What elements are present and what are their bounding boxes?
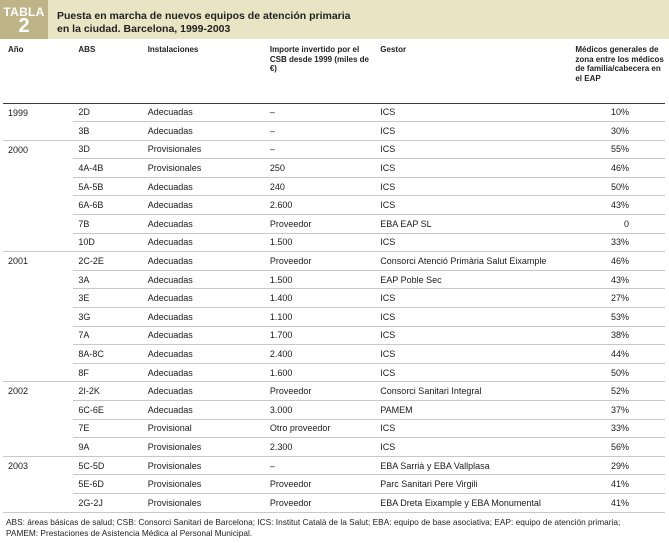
header-row <box>3 45 665 103</box>
cell-manager: ICS <box>375 177 570 196</box>
cell-year: 2000 <box>3 140 73 159</box>
cell-investment: Proveedor <box>265 252 375 271</box>
cell-year <box>3 159 73 178</box>
cell-investment: 240 <box>265 177 375 196</box>
cell-manager: ICS <box>375 308 570 327</box>
cell-installations: Adecuadas <box>143 196 265 215</box>
header-manager: Gestor <box>375 45 570 103</box>
cell-abs: 8F <box>73 363 142 382</box>
cell-manager: Parc Sanitari Pere Virgili <box>375 475 570 494</box>
cell-percentage: 56% <box>570 438 665 457</box>
cell-year <box>3 122 73 141</box>
data-table <box>3 45 665 513</box>
cell-abs: 3G <box>73 308 142 327</box>
table-row <box>3 233 665 252</box>
cell-year <box>3 215 73 234</box>
cell-percentage: 33% <box>570 233 665 252</box>
cell-installations: Adecuadas <box>143 363 265 382</box>
cell-year <box>3 233 73 252</box>
footnote-line1: ABS: áreas básicas de salud; CSB: Consorci Sanitari de Barcelona; ICS: Institut Català de la Salut; EBA: equipo de base asociativa; EAP: equipo de atención primaria; <box>6 517 621 527</box>
cell-percentage: 27% <box>570 289 665 308</box>
cell-abs: 7B <box>73 215 142 234</box>
cell-installations: Adecuadas <box>143 252 265 271</box>
table-row <box>3 215 665 234</box>
cell-percentage: 41% <box>570 475 665 494</box>
cell-year <box>3 419 73 438</box>
cell-manager: ICS <box>375 289 570 308</box>
cell-year <box>3 438 73 457</box>
table-row <box>3 140 665 159</box>
cell-abs: 2I-2K <box>73 382 142 401</box>
cell-manager: Consorci Sanitari Integral <box>375 382 570 401</box>
cell-manager: EBA Dreta Eixample y EBA Monumental <box>375 493 570 512</box>
cell-abs: 2G-2J <box>73 493 142 512</box>
cell-year <box>3 475 73 494</box>
cell-year <box>3 493 73 512</box>
table-row <box>3 103 665 122</box>
cell-installations: Adecuadas <box>143 122 265 141</box>
table-footnote <box>6 517 666 539</box>
cell-manager: ICS <box>375 103 570 122</box>
cell-abs: 8A-8C <box>73 345 142 364</box>
cell-manager: Consorci Atenció Primària Salut Eixample <box>375 252 570 271</box>
cell-investment: 2.400 <box>265 345 375 364</box>
cell-percentage: 41% <box>570 493 665 512</box>
cell-manager: ICS <box>375 345 570 364</box>
table-header-band <box>0 0 669 39</box>
cell-investment: 2.600 <box>265 196 375 215</box>
cell-percentage: 29% <box>570 456 665 475</box>
cell-investment: 1.500 <box>265 270 375 289</box>
cell-year: 2003 <box>3 456 73 475</box>
cell-year <box>3 326 73 345</box>
cell-percentage: 46% <box>570 252 665 271</box>
cell-percentage: 43% <box>570 270 665 289</box>
cell-installations: Adecuadas <box>143 382 265 401</box>
cell-year <box>3 270 73 289</box>
cell-percentage: 46% <box>570 159 665 178</box>
cell-abs: 2D <box>73 103 142 122</box>
cell-year <box>3 177 73 196</box>
cell-installations: Adecuadas <box>143 401 265 420</box>
cell-investment: 1.500 <box>265 233 375 252</box>
table-tag-word: TABLA <box>3 5 45 19</box>
cell-investment: Otro proveedor <box>265 419 375 438</box>
cell-abs: 5A-5B <box>73 177 142 196</box>
cell-investment: Proveedor <box>265 215 375 234</box>
cell-percentage: 43% <box>570 196 665 215</box>
cell-percentage: 37% <box>570 401 665 420</box>
cell-abs: 2C-2E <box>73 252 142 271</box>
cell-abs: 7A <box>73 326 142 345</box>
cell-percentage: 30% <box>570 122 665 141</box>
cell-installations: Adecuadas <box>143 103 265 122</box>
header-abs: ABS <box>73 45 142 103</box>
cell-installations: Adecuadas <box>143 345 265 364</box>
cell-installations: Adecuadas <box>143 270 265 289</box>
cell-year <box>3 196 73 215</box>
table-row <box>3 159 665 178</box>
cell-abs: 9A <box>73 438 142 457</box>
header-year: Año <box>3 45 73 103</box>
cell-manager: PAMEM <box>375 401 570 420</box>
cell-installations: Adecuadas <box>143 233 265 252</box>
cell-installations: Provisional <box>143 419 265 438</box>
table-row <box>3 326 665 345</box>
table-title <box>57 10 417 35</box>
cell-installations: Provisionales <box>143 456 265 475</box>
table-row <box>3 308 665 327</box>
table-row <box>3 363 665 382</box>
cell-percentage: 55% <box>570 140 665 159</box>
table-row <box>3 382 665 401</box>
cell-investment: – <box>265 140 375 159</box>
cell-manager: EAP Poble Sec <box>375 270 570 289</box>
cell-investment: 250 <box>265 159 375 178</box>
cell-abs: 5C-5D <box>73 456 142 475</box>
cell-investment: – <box>265 103 375 122</box>
table-tag-number: 2 <box>18 15 30 37</box>
cell-year <box>3 363 73 382</box>
cell-installations: Provisionales <box>143 438 265 457</box>
header-percentage: Médicos generales de zona entre los médicos de familia/cabecera en el EAP <box>570 45 665 103</box>
table-row <box>3 401 665 420</box>
table-row <box>3 345 665 364</box>
cell-percentage: 52% <box>570 382 665 401</box>
table-row <box>3 270 665 289</box>
cell-investment: 1.400 <box>265 289 375 308</box>
cell-manager: ICS <box>375 363 570 382</box>
cell-manager: ICS <box>375 233 570 252</box>
cell-installations: Adecuadas <box>143 215 265 234</box>
cell-manager: ICS <box>375 122 570 141</box>
table-tag <box>0 0 48 39</box>
table-row <box>3 122 665 141</box>
table-row <box>3 177 665 196</box>
cell-investment: – <box>265 122 375 141</box>
cell-investment: Proveedor <box>265 382 375 401</box>
cell-installations: Adecuadas <box>143 308 265 327</box>
cell-percentage: 0 <box>570 215 665 234</box>
cell-installations: Provisionales <box>143 493 265 512</box>
cell-abs: 10D <box>73 233 142 252</box>
header-investment: Importe invertido por el CSB desde 1999 (miles de €) <box>265 45 375 103</box>
cell-installations: Adecuadas <box>143 177 265 196</box>
cell-investment: 3.000 <box>265 401 375 420</box>
cell-abs: 3D <box>73 140 142 159</box>
cell-installations: Provisionales <box>143 140 265 159</box>
cell-installations: Provisionales <box>143 475 265 494</box>
cell-manager: ICS <box>375 419 570 438</box>
table-row <box>3 252 665 271</box>
cell-abs: 7E <box>73 419 142 438</box>
table-title-line2: en la ciudad. Barcelona, 1999-2003 <box>57 22 231 35</box>
cell-year: 2002 <box>3 382 73 401</box>
table-row <box>3 438 665 457</box>
cell-abs: 3B <box>73 122 142 141</box>
cell-percentage: 50% <box>570 177 665 196</box>
table-body <box>3 103 665 512</box>
cell-percentage: 44% <box>570 345 665 364</box>
cell-investment: – <box>265 456 375 475</box>
table-title-line1: Puesta en marcha de nuevos equipos de atención primaria <box>57 10 351 22</box>
cell-percentage: 38% <box>570 326 665 345</box>
cell-installations: Adecuadas <box>143 326 265 345</box>
cell-year <box>3 401 73 420</box>
cell-manager: ICS <box>375 196 570 215</box>
cell-installations: Provisionales <box>143 159 265 178</box>
cell-year <box>3 308 73 327</box>
table-row <box>3 456 665 475</box>
table-row <box>3 493 665 512</box>
cell-year <box>3 345 73 364</box>
cell-abs: 6A-6B <box>73 196 142 215</box>
cell-manager: ICS <box>375 159 570 178</box>
cell-percentage: 33% <box>570 419 665 438</box>
cell-investment: 2.300 <box>265 438 375 457</box>
cell-investment: 1.100 <box>265 308 375 327</box>
cell-manager: EBA EAP SL <box>375 215 570 234</box>
cell-abs: 4A-4B <box>73 159 142 178</box>
table-row <box>3 419 665 438</box>
cell-manager: ICS <box>375 438 570 457</box>
cell-abs: 3A <box>73 270 142 289</box>
cell-investment: Proveedor <box>265 475 375 494</box>
cell-manager: EBA Sarrià y EBA Vallplasa <box>375 456 570 475</box>
cell-installations: Adecuadas <box>143 289 265 308</box>
cell-abs: 6C-6E <box>73 401 142 420</box>
cell-percentage: 50% <box>570 363 665 382</box>
cell-investment: 1.600 <box>265 363 375 382</box>
cell-manager: ICS <box>375 326 570 345</box>
cell-year: 1999 <box>3 103 73 122</box>
cell-abs: 3E <box>73 289 142 308</box>
cell-investment: Proveedor <box>265 493 375 512</box>
table-row <box>3 475 665 494</box>
cell-abs: 5E-6D <box>73 475 142 494</box>
cell-investment: 1.700 <box>265 326 375 345</box>
cell-year <box>3 289 73 308</box>
header-installations: Instalaciones <box>143 45 265 103</box>
table-row <box>3 196 665 215</box>
cell-manager: ICS <box>375 140 570 159</box>
cell-year: 2001 <box>3 252 73 271</box>
cell-percentage: 10% <box>570 103 665 122</box>
table-row <box>3 289 665 308</box>
cell-percentage: 53% <box>570 308 665 327</box>
footnote-line2: PAMEM: Prestaciones de Asistencia Médica al Personal Municipal. <box>6 528 253 538</box>
